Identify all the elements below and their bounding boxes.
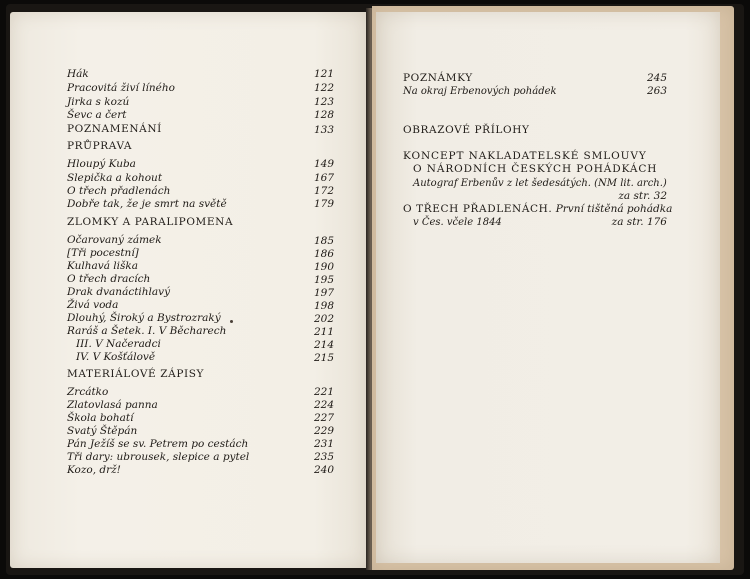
toc-entry: IV. V Košťálově: [76, 351, 156, 363]
toc-entry: Hák: [67, 68, 89, 80]
toc-entry: Svatý Štěpán: [67, 425, 138, 437]
toc-page-number: 190: [313, 261, 334, 273]
toc-page-number: 167: [313, 172, 334, 184]
toc-page-number: 227: [313, 412, 334, 424]
toc-page-number: 149: [313, 158, 334, 170]
toc-entry: Ševc a čert: [67, 109, 127, 121]
toc-page-number: 197: [313, 287, 334, 299]
illustration-title-italic: První tištěná pohádka: [555, 203, 673, 215]
toc-entry: Škola bohatí: [67, 412, 134, 424]
toc-entry: O třech dracích: [67, 273, 151, 285]
illustration-description: Autograf Erbenův z let šedesátých. (NM lit. arch.): [413, 178, 667, 189]
toc-entry: O třech přadlenách: [67, 185, 171, 197]
toc-entry: Dlouhý, Široký a Bystrozraký: [67, 312, 221, 324]
right-page: [376, 12, 720, 563]
notes-heading: POZNÁMKY: [403, 72, 473, 84]
toc-section-heading: PRŮPRAVA: [67, 140, 133, 152]
toc-page-number: 185: [313, 235, 334, 247]
toc-entry: [Tři pocestní]: [67, 247, 139, 259]
toc-page-number: 195: [313, 274, 334, 286]
toc-page-number: 202: [313, 313, 334, 325]
notes-subentry: Na okraj Erbenových pohádek: [403, 86, 557, 97]
toc-page-number: 229: [313, 425, 334, 437]
toc-page-number: 263: [646, 85, 667, 97]
toc-page-number: 245: [646, 72, 667, 84]
toc-entry: Drak dvanáctihlavý: [67, 286, 171, 298]
toc-page-number: 235: [313, 451, 334, 463]
left-page: [10, 12, 368, 568]
toc-entry: Očarovaný zámek: [67, 234, 162, 246]
toc-entry: Kulhavá liška: [67, 260, 139, 272]
toc-entry: Živá voda: [67, 299, 119, 311]
toc-page-number: 221: [313, 386, 334, 398]
toc-entry: Slepička a kohout: [67, 172, 163, 184]
toc-section-heading: ZLOMKY A PARALIPOMENA: [67, 216, 234, 228]
toc-entry: III. V Načeradci: [76, 338, 161, 350]
toc-page-number: 198: [313, 300, 334, 312]
toc-page-number: 128: [313, 109, 334, 121]
toc-section-heading: POZNAMENÁNÍ: [67, 123, 162, 135]
toc-page-number: 231: [313, 438, 334, 450]
toc-page-number: 123: [313, 96, 334, 108]
illustration-title: [403, 203, 672, 216]
toc-entry: Hloupý Kuba: [67, 158, 136, 170]
toc-entry: Pán Ježíš se sv. Petrem po cestách: [67, 438, 249, 450]
toc-page-number: 215: [313, 352, 334, 364]
toc-page-number: 214: [313, 339, 334, 351]
toc-page-number: 172: [313, 185, 334, 197]
toc-entry: Pracovitá živí líného: [67, 82, 175, 94]
toc-page-number: 211: [313, 326, 334, 338]
toc-entry: Kozo, drž!: [67, 464, 121, 476]
illustration-reference: za str. 32: [618, 190, 667, 202]
toc-page-number: 179: [313, 198, 334, 210]
toc-entry: Dobře tak, že je smrt na světě: [67, 198, 227, 210]
toc-entry: Jirka s kozú: [67, 96, 130, 108]
toc-entry: Zrcátko: [67, 386, 109, 398]
illustration-title: O NÁRODNÍCH ČESKÝCH POHÁDKÁCH: [413, 163, 658, 175]
toc-page-number: 240: [313, 464, 334, 476]
illustration-title: KONCEPT NAKLADATELSKÉ SMLOUVY: [403, 150, 647, 162]
toc-page-number: 121: [313, 68, 334, 80]
toc-page-number: 133: [313, 124, 334, 136]
toc-entry: Raráš a Šetek. I. V Běcharech: [67, 325, 227, 337]
toc-page-number: 186: [313, 248, 334, 260]
illustration-reference: za str. 176: [611, 216, 667, 228]
toc-page-number: 122: [313, 82, 334, 94]
ink-speck: [230, 320, 233, 323]
toc-section-heading: MATERIÁLOVÉ ZÁPISY: [67, 368, 205, 380]
toc-page-number: 224: [313, 399, 334, 411]
toc-entry: Zlatovlasá panna: [67, 399, 158, 411]
toc-entry: Tři dary: ubrousek, slepice a pytel: [67, 451, 250, 463]
illustrations-heading: OBRAZOVÉ PŘÍLOHY: [403, 124, 530, 136]
illustration-title-caps: O TŘECH PŘADLENÁCH.: [403, 203, 553, 215]
illustration-description: v Čes. včele 1844: [413, 217, 502, 228]
